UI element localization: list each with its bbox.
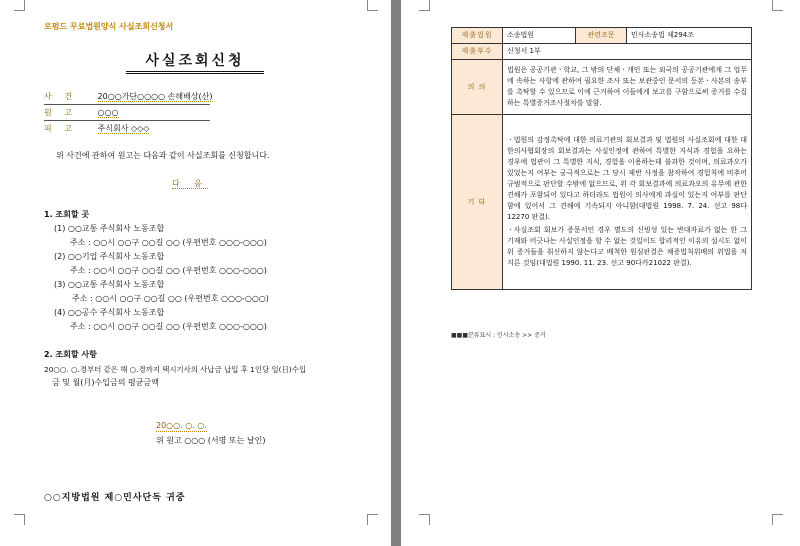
margin-mark (14, 514, 25, 525)
case-field-value: 20○○가단○○○○ 손해배상(산) (97, 92, 213, 101)
case-field-row (44, 108, 119, 118)
court-addressee: ○○지방법원 제○민사단독 귀중 (44, 493, 186, 503)
table-label: 기 타 (452, 115, 503, 290)
target-address: 주소 : ○○시 ○○구 ○○길 ○○ (우편번호 ○○○-○○○) (70, 266, 267, 275)
table-value: 신청서 1부 (503, 44, 752, 60)
section2-line: 금 및 월(月)수입금의 평균금액 (52, 378, 159, 387)
margin-mark (367, 0, 378, 11)
table-row (452, 28, 752, 44)
target-address: 주소 : ○○시 ○○구 ○○길 ○○ (우편번호 ○○○-○○○) (70, 238, 267, 247)
case-field-row (44, 124, 149, 134)
divider (44, 104, 210, 105)
table-row (452, 60, 752, 115)
margin-mark (14, 0, 25, 11)
da-eum-text: 다 음 (172, 179, 208, 188)
target-name: (4) ○○공수 주식회사 노동조합 (54, 308, 165, 317)
table-value: 법원은 공공기관ㆍ학교, 그 밖의 단체ㆍ개인 또는 외국의 공공기관에게 그 업무에 속하는 사항에 관하여 필요한 조사 또는 보관중인 문서의 등본ㆍ사본의 송부를 촉탁할 수 있으므로 이에 근거하여 이들에게 보고를 구함으로써 증거를 수집하는 특별증거조사절차를 말함. (503, 60, 752, 115)
info-table (451, 27, 752, 290)
intro-text: 위 사건에 관하여 원고는 다음과 같이 사실조회를 신청합니다. (56, 151, 270, 160)
classification-footnote: ■■■분류표시 : 민사소송 >> 증거 (451, 332, 546, 339)
margin-mark (772, 514, 783, 525)
section2-line: 20○○. ○.경부터 같은 해 ○.경까지 택시기사의 사납금 납입 후 1인당 일(日)수입 (44, 365, 307, 374)
table-value: 민사소송법 제294조 (627, 28, 752, 44)
target-name: (1) ○○교통 주식회사 노동조합 (54, 224, 165, 233)
header-label (44, 22, 173, 32)
section2-title: 2. 조회할 사항 (44, 350, 97, 359)
target-name: (2) ○○기업 주식회사 노동조합 (54, 252, 165, 261)
table-label: 의 의 (452, 60, 503, 115)
da-eum-heading (172, 179, 208, 189)
table-label: 제출법원 (452, 28, 503, 44)
header-form-label: 무료법원양식 (69, 22, 117, 31)
table-value: 소송법원 (503, 28, 576, 44)
margin-mark (772, 0, 783, 11)
table-row (452, 44, 752, 60)
case-field-row (44, 92, 213, 102)
header-prefix: 로펌드 (44, 22, 68, 31)
note-paragraph: ㆍ사실조회 회보가 증문서인 경우 별도의 신빙성 있는 반대자료가 없는 한 그 기재와 어긋나는 사실인정을 할 수 없는 것일이도 합리적인 이유의 설시도 없이 위 증거들을 취신하지 않는다고 배척한 원심판결은 채증법칙위배의 위법을 저지른 것임(대법원 1990. 11. 23. 선고 90다카21022 판결). (507, 226, 747, 267)
section1-title: 1. 조회할 곳 (44, 210, 90, 219)
case-field-label: 원 고 (44, 108, 77, 117)
margin-mark (367, 514, 378, 525)
page-title: 사실조회신청 (126, 52, 264, 74)
case-field-label: 피 고 (44, 124, 77, 133)
case-field-value: 주식회사 ◇◇◇ (97, 124, 150, 133)
table-label: 제출부수 (452, 44, 503, 60)
target-address: 주소 : ○○시 ○○구 ○○길 ○○ (우편번호 ○○○-○○○) (72, 294, 269, 303)
signer-line: 위 원고 ○○○ (서명 또는 날인) (156, 436, 266, 445)
table-row (452, 115, 752, 290)
target-name: (3) ○○교통 주식회사 노동조합 (54, 280, 165, 289)
header-form-name: 사실조회신청서 (119, 22, 174, 31)
margin-mark (419, 514, 430, 525)
divider (44, 120, 210, 121)
margin-mark (419, 0, 430, 11)
note-paragraph: ㆍ법원의 감정촉탁에 대한 의료기관의 회보결과 및 법원의 사실조회에 대한 대한의사협회장의 회보결과는 사실인정에 관하여 특별한 지식과 경험을 요하는 경우에 법관이 그 특별한 지식, 경험을 이용하는데 불과한 것이며, 의료과오가 있었는지 여부는 궁극적으로는 그 당시 제반 사정을 참작하여 경험칙에 비추어 규범적으로 판단할 수밖에 없으므로, 위 각 회보결과에 의료과오의 유무에 관한 견해가 포함되어 있다고 하더라도 법원이 의사에게 과실이 있는지 여부를 판단함에 있어서 그 견해에 기속되지 아니함(대법원 1998. 7. 24. 선고 98다12270 판결). (507, 136, 747, 221)
signing-date: 20○○. ○. ○. (156, 421, 207, 430)
target-address: 주소 : ○○시 ○○구 ○○길 ○○ (우편번호 ○○○-○○○) (70, 322, 267, 331)
case-field-value: ○○○ (97, 108, 119, 117)
case-field-label: 사 건 (44, 92, 77, 101)
table-value (503, 115, 752, 290)
document-page-left (0, 0, 391, 546)
table-label: 관련조문 (576, 28, 627, 44)
